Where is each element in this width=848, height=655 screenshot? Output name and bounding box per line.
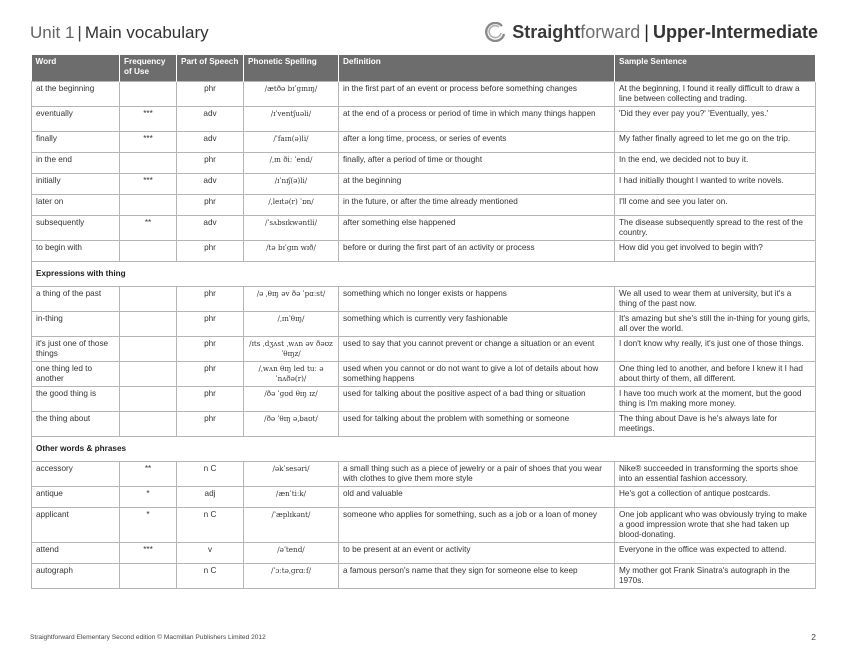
phonetic-cell: /ɪts ˌdʒʌst ˌwʌn əv ðəʊz ˈθɪŋz/ (244, 337, 339, 362)
word-cell: initially (32, 174, 120, 195)
table-row (32, 412, 816, 437)
sample-cell: One thing led to another, and before I knew it I had about thirty of them, all different. (615, 362, 816, 387)
frequency-cell (120, 241, 177, 262)
phonetic-cell: /ɪˈnɪʃ(ə)li/ (244, 174, 339, 195)
pos-cell: phr (177, 412, 244, 437)
page-number: 2 (811, 632, 816, 642)
frequency-cell (120, 387, 177, 412)
phonetic-cell: /ætðə bɪˈɡɪnɪŋ/ (244, 82, 339, 107)
sample-cell: It's amazing but she's still the in-thing for young girls, all over the world. (615, 312, 816, 337)
table-row (32, 174, 816, 195)
pos-cell: phr (177, 387, 244, 412)
phonetic-cell: /ə ˌθɪŋ əv ðə ˈpɑːst/ (244, 287, 339, 312)
definition-cell: a famous person's name that they sign for someone else to keep (339, 564, 615, 589)
word-cell: later on (32, 195, 120, 216)
sample-cell: At the beginning, I found it really difficult to draw a line between collecting and trading. (615, 82, 816, 107)
pos-cell: phr (177, 287, 244, 312)
table-row (32, 462, 816, 487)
word-cell: accessory (32, 462, 120, 487)
section-title: Main vocabulary (84, 23, 209, 42)
word-cell: autograph (32, 564, 120, 589)
sample-cell: How did you get involved to begin with? (615, 241, 816, 262)
copyright-footer: Straightforward Elementary Second edition © Macmillan Publishers Limited 2012 (30, 634, 266, 641)
pos-cell: adv (177, 132, 244, 153)
table-row (32, 216, 816, 241)
frequency-cell (120, 412, 177, 437)
word-cell: in-thing (32, 312, 120, 337)
frequency-cell (120, 564, 177, 589)
pos-cell: phr (177, 241, 244, 262)
pos-cell: phr (177, 362, 244, 387)
frequency-cell (120, 362, 177, 387)
phonetic-cell: /ˌɪnˈθɪŋ/ (244, 312, 339, 337)
word-cell: it's just one of those things (32, 337, 120, 362)
table-row (32, 362, 816, 387)
table-row (32, 508, 816, 543)
frequency-cell: *** (120, 174, 177, 195)
table-row (32, 337, 816, 362)
frequency-cell: *** (120, 132, 177, 153)
phonetic-cell: /ˈfaɪn(ə)li/ (244, 132, 339, 153)
col-header-sample: Sample Sentence (615, 55, 816, 82)
col-header-word: Word (32, 55, 120, 82)
frequency-cell (120, 195, 177, 216)
frequency-cell: * (120, 508, 177, 543)
sample-cell: I have too much work at the moment, but the good thing is I'm making more money. (615, 387, 816, 412)
table-row (32, 287, 816, 312)
col-header-definition: Definition (339, 55, 615, 82)
sample-cell: I don't know why really, it's just one of those things. (615, 337, 816, 362)
sample-cell: I had initially thought I wanted to write novels. (615, 174, 816, 195)
phonetic-cell: /ðə ˈθɪŋ əˌbaʊt/ (244, 412, 339, 437)
frequency-cell (120, 312, 177, 337)
unit-label: Unit 1 (30, 23, 75, 42)
sample-cell: I'll come and see you later on. (615, 195, 816, 216)
pos-cell: phr (177, 337, 244, 362)
definition-cell: at the end of a process or period of time in which many things happen (339, 107, 615, 132)
definition-cell: before or during the first part of an activity or process (339, 241, 615, 262)
word-cell: to begin with (32, 241, 120, 262)
pos-cell: phr (177, 195, 244, 216)
section-row (32, 262, 816, 287)
table-row (32, 487, 816, 508)
table-row (32, 195, 816, 216)
phonetic-cell: /ˌɪn ðiː ˈend/ (244, 153, 339, 174)
frequency-cell: ** (120, 462, 177, 487)
frequency-cell (120, 82, 177, 107)
pos-cell: adv (177, 174, 244, 195)
definition-cell: to be present at an event or activity (339, 543, 615, 564)
frequency-cell: *** (120, 543, 177, 564)
sample-cell: We all used to wear them at university, but it's a thing of the past now. (615, 287, 816, 312)
phonetic-cell: /ˌleɪtə(r) ˈɒn/ (244, 195, 339, 216)
sample-cell: 'Did they ever pay you?' 'Eventually, yes.' (615, 107, 816, 132)
frequency-cell: * (120, 487, 177, 508)
frequency-cell: *** (120, 107, 177, 132)
table-row (32, 132, 816, 153)
col-header-part-of-speech: Part of Speech (177, 55, 244, 82)
table-row (32, 107, 816, 132)
phonetic-cell: /ænˈtiːk/ (244, 487, 339, 508)
word-cell: antique (32, 487, 120, 508)
phonetic-cell: /ˈsʌbsɪkwəntli/ (244, 216, 339, 241)
vocabulary-table (31, 55, 816, 589)
frequency-cell (120, 287, 177, 312)
definition-cell: something which no longer exists or happens (339, 287, 615, 312)
section-heading-other: Other words & phrases (32, 437, 816, 462)
sample-cell: The disease subsequently spread to the rest of the country. (615, 216, 816, 241)
frequency-cell (120, 337, 177, 362)
pos-cell: adj (177, 487, 244, 508)
sample-cell: Everyone in the office was expected to attend. (615, 543, 816, 564)
table-row (32, 82, 816, 107)
definition-cell: in the future, or after the time already mentioned (339, 195, 615, 216)
word-cell: the thing about (32, 412, 120, 437)
sample-cell: The thing about Dave is he's always late for meetings. (615, 412, 816, 437)
definition-cell: after something else happened (339, 216, 615, 241)
word-cell: subsequently (32, 216, 120, 241)
pos-cell: phr (177, 312, 244, 337)
section-heading-thing: Expressions with thing (32, 262, 816, 287)
phonetic-cell: /ˌwʌn θɪŋ led tuː əˈnʌðə(r)/ (244, 362, 339, 387)
phonetic-cell: /əˈtend/ (244, 543, 339, 564)
sample-cell: He's got a collection of antique postcards. (615, 487, 816, 508)
phonetic-cell: /ðə ˈɡʊd θɪŋ ɪz/ (244, 387, 339, 412)
section-row (32, 437, 816, 462)
sample-cell: My father finally agreed to let me go on the trip. (615, 132, 816, 153)
pos-cell: v (177, 543, 244, 564)
pos-cell: n C (177, 462, 244, 487)
word-cell: finally (32, 132, 120, 153)
pos-cell: phr (177, 82, 244, 107)
word-cell: attend (32, 543, 120, 564)
word-cell: a thing of the past (32, 287, 120, 312)
brand-lockup (483, 22, 818, 43)
page-title (30, 23, 209, 43)
col-header-phonetic: Phonetic Spelling (244, 55, 339, 82)
pos-cell: n C (177, 564, 244, 589)
definition-cell: someone who applies for something, such as a job or a loan of money (339, 508, 615, 543)
phonetic-cell: /ɪˈventʃuəli/ (244, 107, 339, 132)
definition-cell: a small thing such as a piece of jewelry or a pair of shoes that you wear with clothes to give them more style (339, 462, 615, 487)
pos-cell: n C (177, 508, 244, 543)
word-cell: eventually (32, 107, 120, 132)
definition-cell: at the beginning (339, 174, 615, 195)
phonetic-cell: /ˈɔːtəˌɡrɑːf/ (244, 564, 339, 589)
sample-cell: In the end, we decided not to buy it. (615, 153, 816, 174)
definition-cell: after a long time, process, or series of events (339, 132, 615, 153)
page-header (30, 20, 818, 50)
title-separator: | (77, 23, 82, 42)
definition-cell: used when you cannot or do not want to give a lot of details about how something happens (339, 362, 615, 387)
table-row (32, 564, 816, 589)
brand-name-bold: Straight (512, 22, 581, 42)
straightforward-logo-icon (483, 22, 507, 42)
pos-cell: phr (177, 153, 244, 174)
phonetic-cell: /ˈæplɪkənt/ (244, 508, 339, 543)
sample-cell: My mother got Frank Sinatra's autograph in the 1970s. (615, 564, 816, 589)
word-cell: applicant (32, 508, 120, 543)
frequency-cell: ** (120, 216, 177, 241)
definition-cell: old and valuable (339, 487, 615, 508)
pos-cell: adv (177, 216, 244, 241)
pos-cell: adv (177, 107, 244, 132)
level-label: Upper-Intermediate (652, 22, 818, 42)
word-cell: in the end (32, 153, 120, 174)
table-header-row (32, 55, 816, 82)
table-row (32, 543, 816, 564)
definition-cell: used for talking about the problem with something or someone (339, 412, 615, 437)
brand-separator: | (644, 22, 649, 42)
brand-name-light: forward (580, 22, 641, 42)
definition-cell: finally, after a period of time or thought (339, 153, 615, 174)
word-cell: the good thing is (32, 387, 120, 412)
phonetic-cell: /əkˈsesəri/ (244, 462, 339, 487)
definition-cell: something which is currently very fashionable (339, 312, 615, 337)
col-header-frequency: Frequency of Use (120, 55, 177, 82)
phonetic-cell: /tə bɪˈɡɪn wɪð/ (244, 241, 339, 262)
table-row (32, 312, 816, 337)
word-cell: one thing led to another (32, 362, 120, 387)
definition-cell: used for talking about the positive aspect of a bad thing or situation (339, 387, 615, 412)
word-cell: at the beginning (32, 82, 120, 107)
definition-cell: used to say that you cannot prevent or change a situation or an event (339, 337, 615, 362)
sample-cell: One job applicant who was obviously trying to make a good impression wrote that she had taken up blood-donating. (615, 508, 816, 543)
frequency-cell (120, 153, 177, 174)
table-row (32, 387, 816, 412)
sample-cell: Nike® succeeded in transforming the sports shoe into an essential fashion accessory. (615, 462, 816, 487)
definition-cell: in the first part of an event or process before something changes (339, 82, 615, 107)
table-row (32, 241, 816, 262)
table-row (32, 153, 816, 174)
